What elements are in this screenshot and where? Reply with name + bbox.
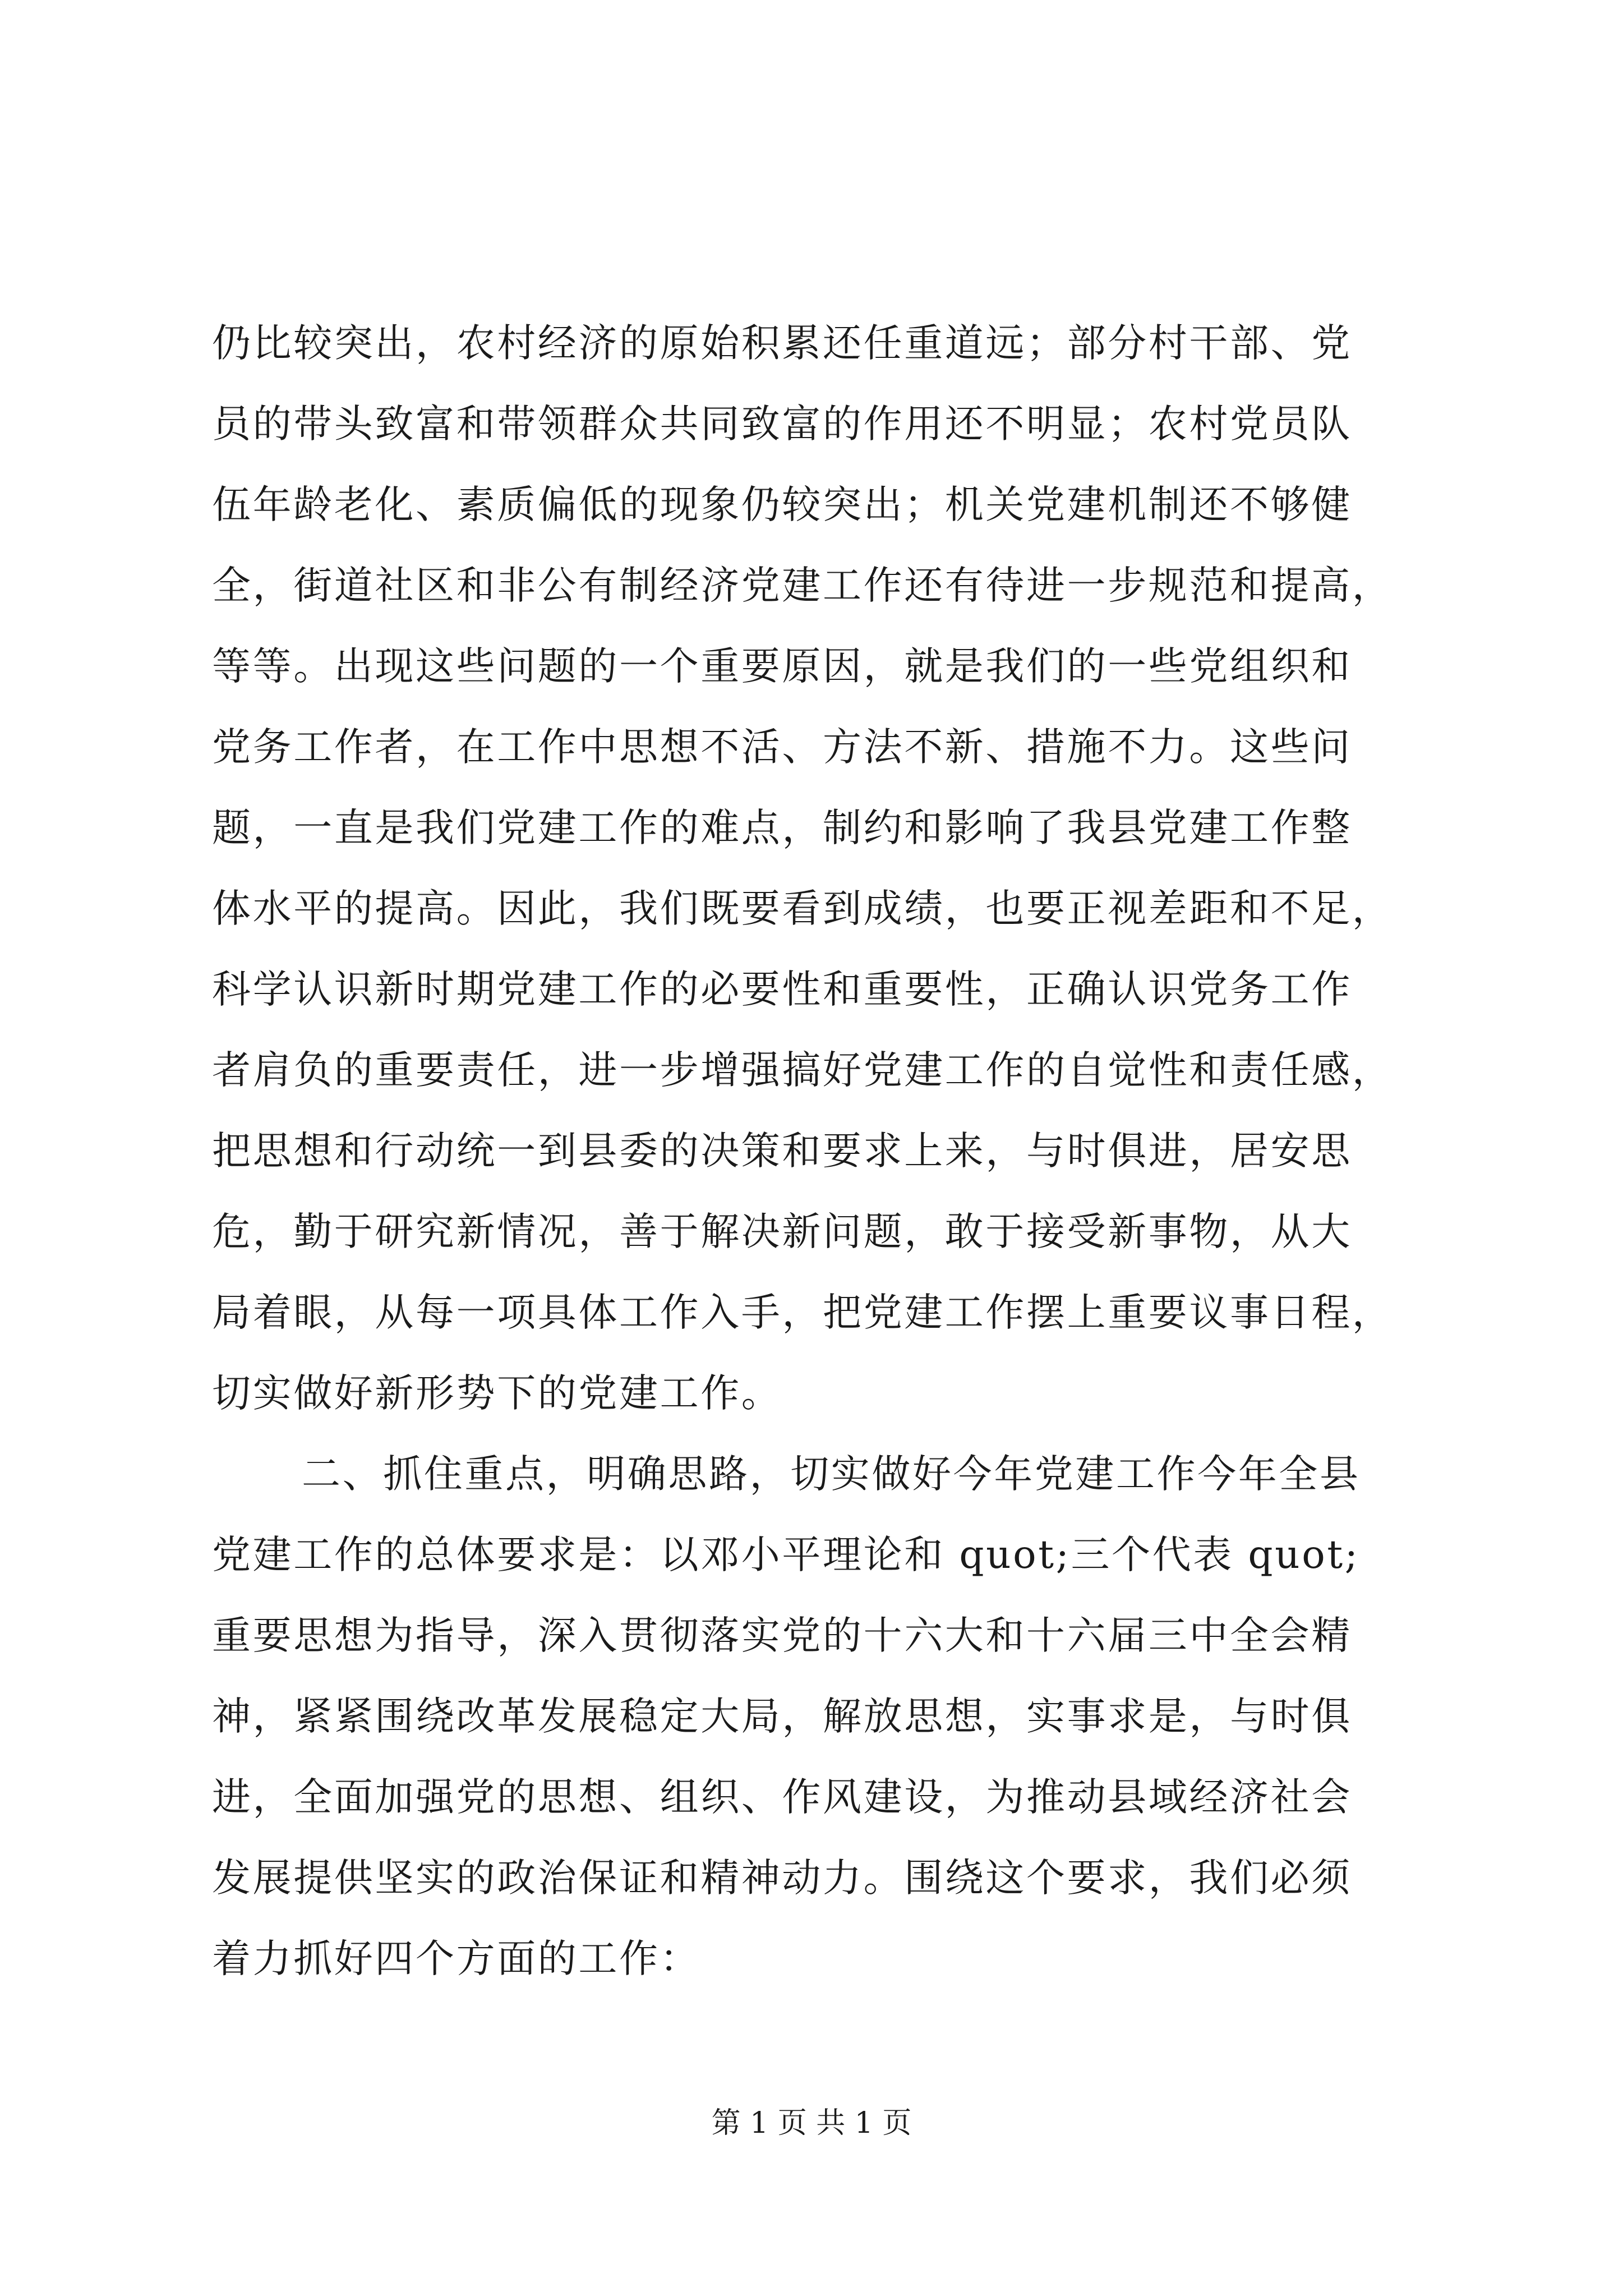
text-line: 仍比较突出，农村经济的原始积累还任重道远；部分村干部、党 xyxy=(212,321,1352,366)
text-line: 伍年龄老化、素质偏低的现象仍较突出；机关党建机制还不够健 xyxy=(212,482,1352,527)
text-line: 进，全面加强党的思想、组织、作风建设，为推动县域经济社会 xyxy=(212,1775,1352,1820)
text-line: 危，勤于研究新情况，善于解决新问题，敢于接受新事物，从大 xyxy=(212,1209,1352,1254)
text-line: 党务工作者，在工作中思想不活、方法不新、措施不力。这些问 xyxy=(212,725,1352,770)
text-line: 发展提供坚实的政治保证和精神动力。围绕这个要求，我们必须 xyxy=(212,1856,1352,1901)
body-text xyxy=(212,303,1412,1999)
text-line: 切实做好新形势下的党建工作。 xyxy=(212,1371,782,1416)
text-line: 者肩负的重要责任，进一步增强搞好党建工作的自觉性和责任感， xyxy=(212,1048,1393,1093)
page-footer xyxy=(0,2101,1623,2146)
text-line: 着力抓好四个方面的工作： xyxy=(212,1936,701,1981)
text-line: 题，一直是我们党建工作的难点，制约和影响了我县党建工作整 xyxy=(212,806,1352,850)
text-line: 员的带头致富和带领群众共同致富的作用还不明显；农村党员队 xyxy=(212,402,1352,447)
text-line: 体水平的提高。因此，我们既要看到成绩，也要正视差距和不足， xyxy=(212,886,1393,931)
text-line: 神，紧紧围绕改革发展稳定大局，解放思想，实事求是，与时俱 xyxy=(212,1694,1352,1739)
text-line: 重要思想为指导，深入贯彻落实党的十六大和十六届三中全会精 xyxy=(212,1613,1352,1658)
text-line: 把思想和行动统一到县委的决策和要求上来，与时俱进，居安思 xyxy=(212,1129,1352,1174)
text-line: 党建工作的总体要求是：以邓小平理论和 quot;三个代表 quot; xyxy=(212,1533,1360,1577)
section-heading-line: 二、抓住重点，明确思路，切实做好今年党建工作今年全县 xyxy=(302,1452,1361,1497)
text-line: 局着眼，从每一项具体工作入手，把党建工作摆上重要议事日程， xyxy=(212,1290,1393,1335)
page-number: 第 1 页 共 1 页 xyxy=(711,2106,912,2140)
text-line: 等等。出现这些问题的一个重要原因，就是我们的一些党组织和 xyxy=(212,644,1352,689)
text-line: 全，街道社区和非公有制经济党建工作还有待进一步规范和提高， xyxy=(212,563,1393,608)
text-line: 科学认识新时期党建工作的必要性和重要性，正确认识党务工作 xyxy=(212,967,1352,1012)
